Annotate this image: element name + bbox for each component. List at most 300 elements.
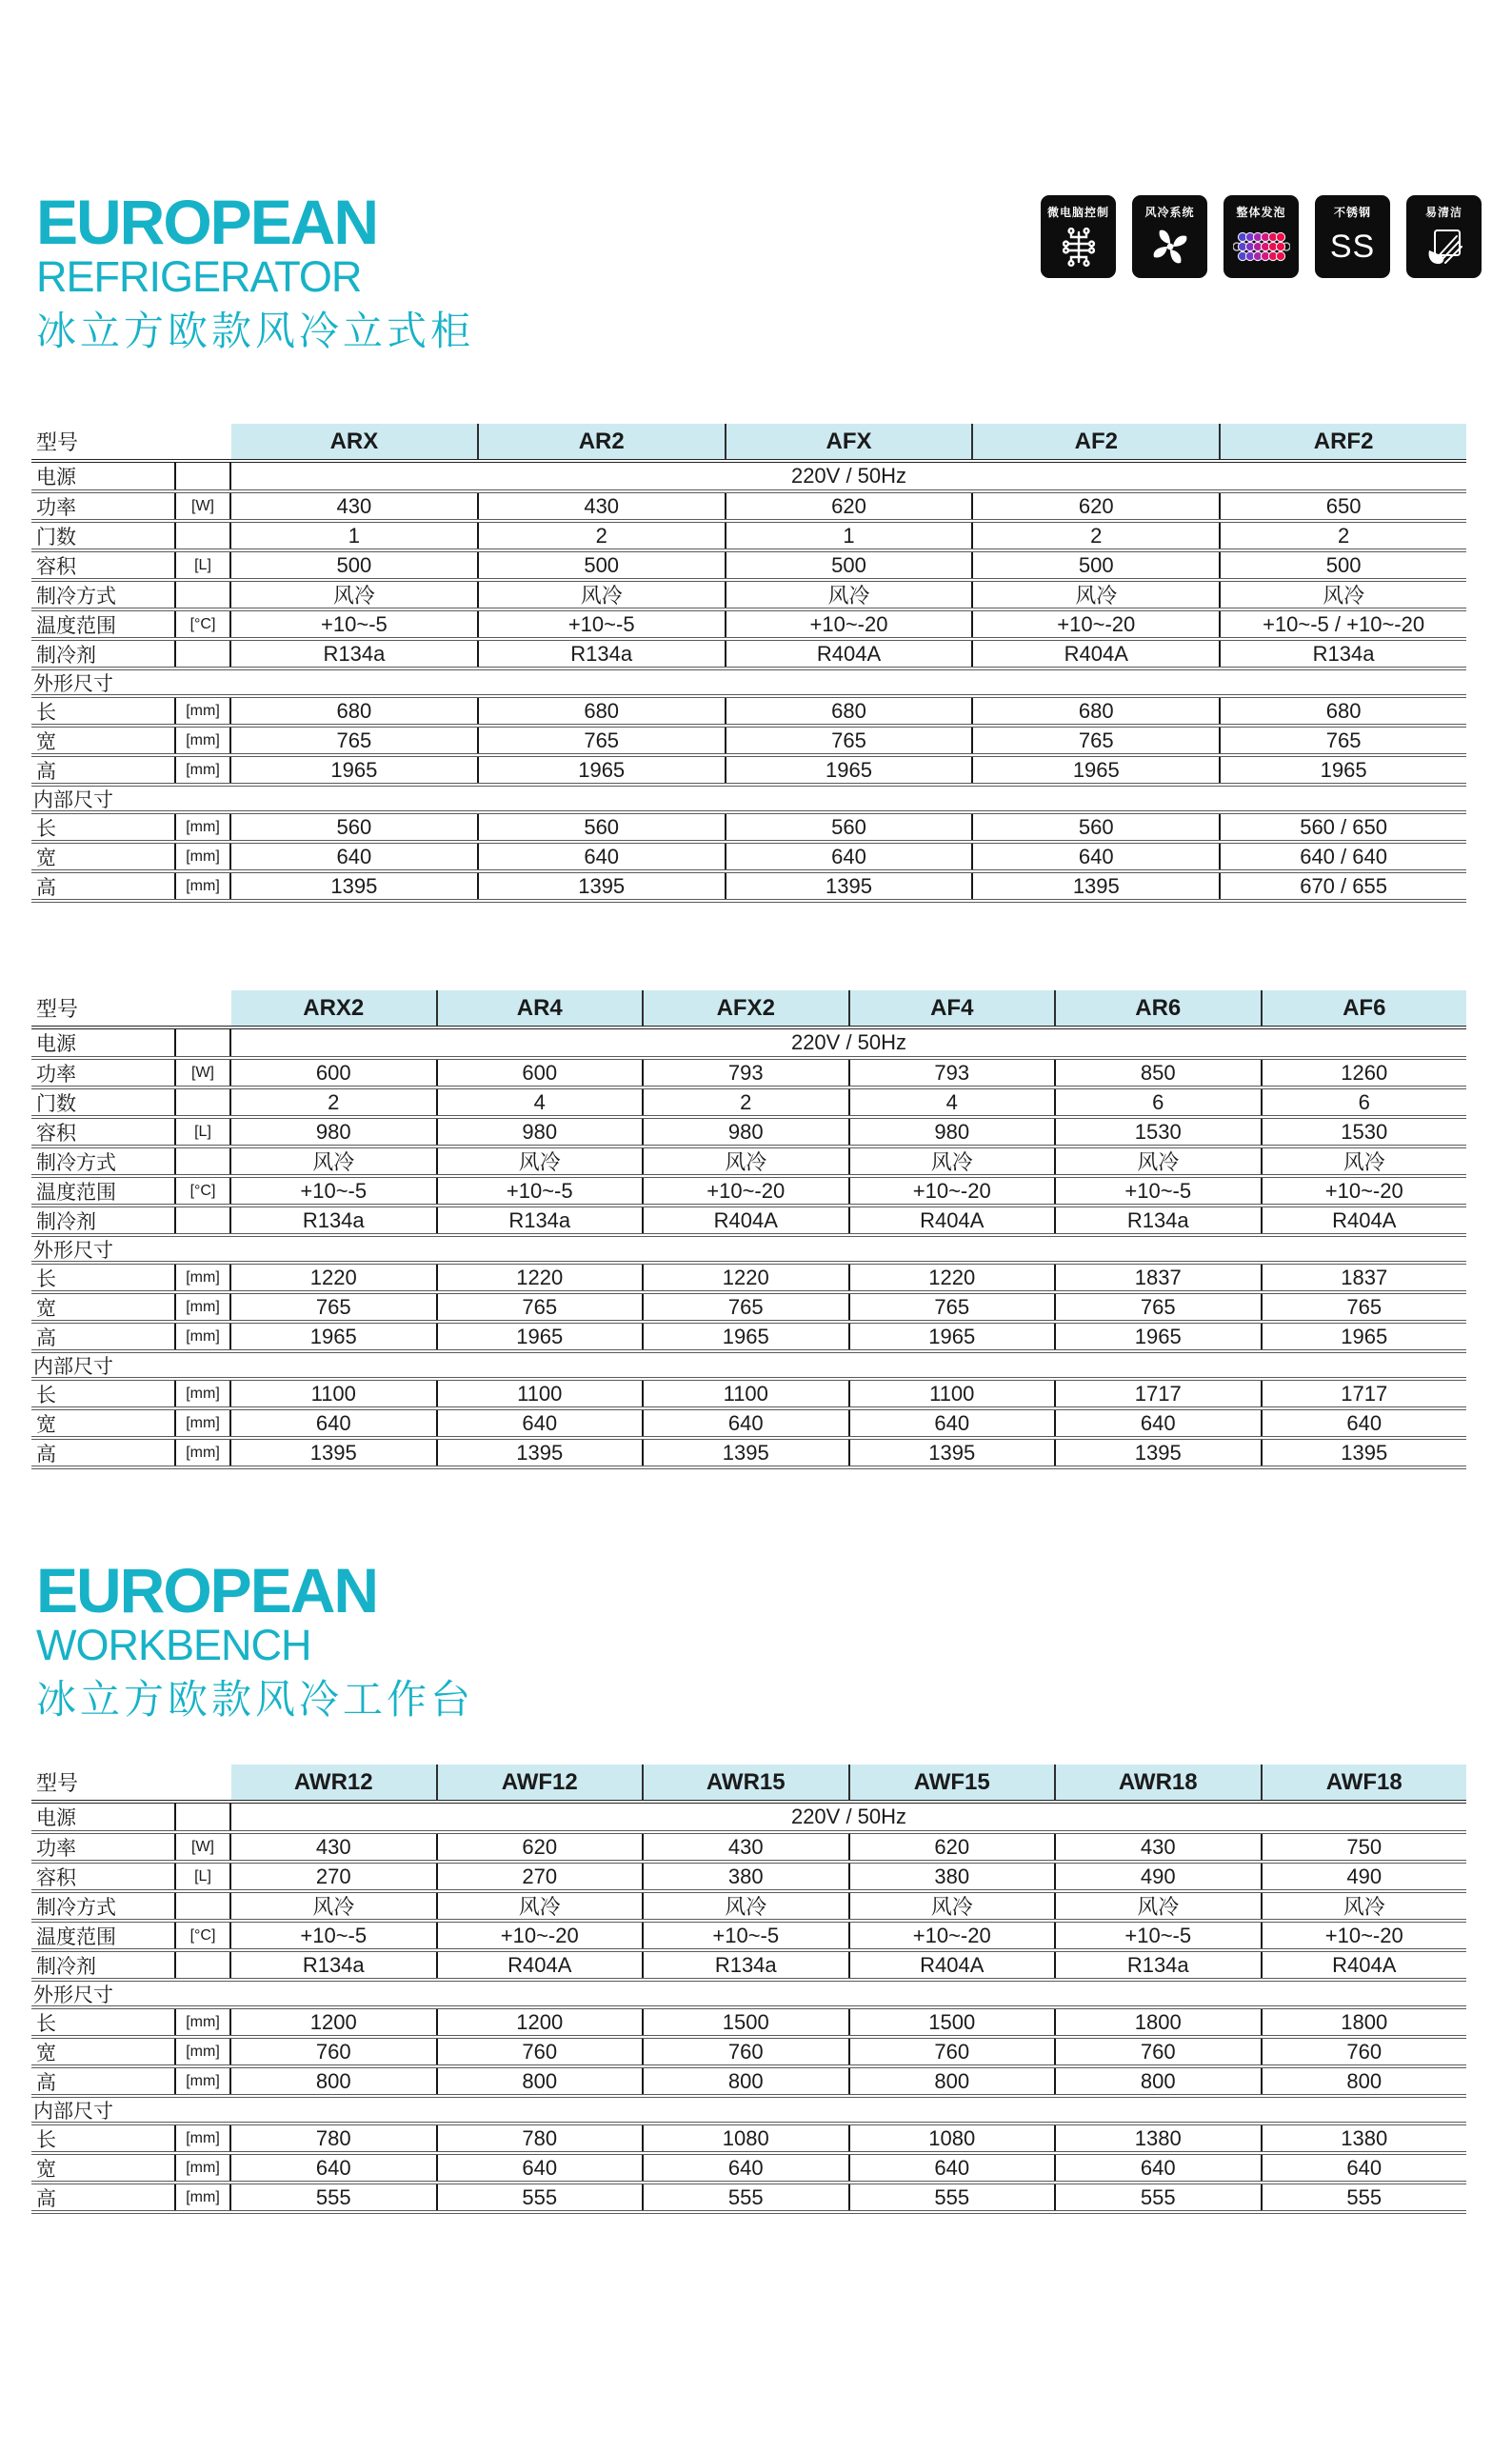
cell-value: 风冷 (1343, 1150, 1385, 1174)
cell-value: 780 (231, 2125, 438, 2151)
cell-value: 270 (438, 1864, 645, 1889)
cell-value: 1080 (850, 2125, 1057, 2151)
table-row (31, 1410, 1466, 1440)
cell-value: 1380 (1056, 2125, 1263, 2151)
cell-value: 640 (644, 1410, 850, 1436)
cell-value: 800 (231, 2068, 438, 2094)
cell-value: 765 (1056, 1294, 1263, 1320)
row-label: 高 (31, 1324, 176, 1349)
model-header-cell: AFX2 (644, 990, 850, 1026)
cell-value: 765 (1325, 728, 1362, 752)
table-row (31, 2009, 1466, 2039)
cell-value: 风冷 (231, 1893, 438, 1919)
table-row (31, 1804, 1466, 1834)
badge-label: 易清洁 (1424, 206, 1462, 219)
cell-value: 1395 (438, 1440, 645, 1466)
cell-value: 555 (1346, 2184, 1383, 2209)
model-header-cell: AF2 (973, 424, 1221, 459)
table-row (31, 873, 1466, 903)
cell-value: 640 (479, 844, 726, 869)
cell-value: 1395 (231, 1440, 438, 1466)
cell-value: 2 (644, 1089, 850, 1115)
table-row (31, 1265, 1466, 1294)
cell-value: 765 (973, 728, 1221, 753)
cell-value: 1965 (1320, 757, 1367, 782)
model-column-label: 型号 (36, 430, 79, 454)
cell-value: 1965 (850, 1324, 1057, 1349)
row-unit: [mm] (176, 1410, 231, 1436)
cell-value: 1965 (726, 757, 974, 783)
cell-value: 980 (850, 1119, 1057, 1145)
cell-value: R134a (231, 641, 479, 667)
row-label: 长 (31, 2125, 176, 2151)
table-row (31, 1294, 1466, 1324)
cell-value: 4 (850, 1089, 1057, 1115)
cell-value: 1837 (1056, 1265, 1263, 1290)
cell-value: 6 (1056, 1089, 1263, 1115)
cell-value: 640 (1056, 1410, 1263, 1436)
integral-foaming-icon (1226, 220, 1296, 272)
table-row (31, 1834, 1466, 1864)
easy-clean-icon (1409, 220, 1479, 272)
table-row (31, 1324, 1466, 1353)
cell-value: 2 (231, 1089, 438, 1115)
cell-value: 760 (644, 2039, 850, 2064)
row-label: 温度范围 (31, 1923, 176, 1948)
cell-value: 1220 (231, 1265, 438, 1290)
cell-value: 1965 (1341, 1324, 1388, 1348)
row-label: 高 (31, 757, 176, 783)
cell-value: 1100 (850, 1381, 1057, 1406)
cell-value: 640 (1346, 1410, 1383, 1435)
row-label: 高 (31, 2184, 176, 2210)
cell-value: 980 (231, 1119, 438, 1145)
model-column-label: 型号 (36, 997, 79, 1021)
cell-value: 风冷 (479, 582, 726, 608)
cell-value: 765 (479, 728, 726, 753)
cell-value: 680 (973, 698, 1221, 724)
cell-value: 风冷 (1056, 1893, 1263, 1919)
cell-value: 800 (850, 2068, 1057, 2094)
row-unit: [mm] (176, 1294, 231, 1320)
cell-value: 风冷 (438, 1148, 645, 1174)
row-label: 制冷方式 (31, 1893, 176, 1919)
badge-stainless-steel (1315, 195, 1390, 278)
row-label: 功率 (31, 1060, 176, 1086)
row-label: 宽 (31, 2039, 176, 2064)
model-header-cell: AWF12 (438, 1765, 645, 1800)
row-label: 电源 (31, 1804, 176, 1830)
cell-value: 风冷 (438, 1893, 645, 1919)
cell-value: 6 (1358, 1089, 1370, 1114)
cell-value: 风冷 (1323, 584, 1365, 608)
cell-value: 430 (231, 493, 479, 519)
row-unit (176, 1952, 231, 1978)
cell-value: 560 (973, 814, 1221, 840)
row-unit (176, 1148, 231, 1174)
row-span-value: 220V / 50Hz (790, 1805, 907, 1828)
cell-value: 1100 (644, 1381, 850, 1406)
cell-value: 1395 (1341, 1440, 1388, 1465)
cell-value: 1220 (438, 1265, 645, 1290)
row-label: 功率 (31, 493, 176, 519)
badge-label: 整体发泡 (1236, 206, 1286, 219)
cell-value: 1395 (1056, 1440, 1263, 1466)
cell-value: 640 (973, 844, 1221, 869)
cell-value: 1500 (644, 2009, 850, 2035)
cell-value: +10~-5 (644, 1923, 850, 1948)
cell-value: R404A (726, 641, 974, 667)
cell-value: +10~-20 (973, 611, 1221, 637)
cell-value: 1965 (231, 757, 479, 783)
cell-value: 640 / 640 (1300, 844, 1387, 868)
table-row (31, 1923, 1466, 1952)
section-row (31, 670, 1466, 698)
refrigerator-section-header (36, 187, 475, 353)
cell-value: 1500 (850, 2009, 1057, 2035)
cell-value: 1 (726, 523, 974, 548)
row-label: 功率 (31, 1834, 176, 1860)
table-row (31, 552, 1466, 582)
row-label: 容积 (31, 1119, 176, 1145)
cell-value: 560 (231, 814, 479, 840)
cell-value: 780 (438, 2125, 645, 2151)
cell-value: +10~-20 (1324, 1923, 1403, 1947)
cell-value: +10~-20 (850, 1178, 1057, 1204)
cell-value: R134a (479, 641, 726, 667)
row-unit: [°C] (176, 611, 231, 637)
cell-value: R404A (1332, 1952, 1397, 1977)
cell-value: 1395 (644, 1440, 850, 1466)
cell-value: 980 (438, 1119, 645, 1145)
cell-value: 640 (1056, 2155, 1263, 2181)
table-row (31, 1089, 1466, 1119)
row-label: 制冷剂 (31, 641, 176, 667)
stainless-steel-icon (1318, 220, 1387, 272)
cell-value: 1965 (1056, 1324, 1263, 1349)
section-row (31, 787, 1466, 814)
cell-value: 800 (644, 2068, 850, 2094)
cell-value: 555 (644, 2184, 850, 2210)
cell-value: 1395 (726, 873, 974, 899)
row-unit: [mm] (176, 1324, 231, 1349)
cell-value: 270 (231, 1864, 438, 1889)
cell-value: 1220 (850, 1265, 1057, 1290)
cell-value: +10~-5 (1056, 1923, 1263, 1948)
section-label: 内部尺寸 (33, 788, 113, 811)
cell-value: 760 (1056, 2039, 1263, 2064)
model-header-cell: AF4 (850, 990, 1057, 1026)
fan-system-icon (1135, 220, 1204, 272)
cell-value: R134a (1056, 1207, 1263, 1233)
table-row (31, 1060, 1466, 1089)
row-unit: [mm] (176, 814, 231, 840)
table-row (31, 1148, 1466, 1178)
cell-value: +10~-20 (438, 1923, 645, 1948)
row-unit: [mm] (176, 1440, 231, 1466)
row-unit: [mm] (176, 844, 231, 869)
section-subtitle-en: REFRIGERATOR (36, 252, 362, 301)
badge-easy-clean (1406, 195, 1482, 278)
cell-value: 800 (438, 2068, 645, 2094)
cell-value: 1965 (231, 1324, 438, 1349)
row-unit: [L] (176, 552, 231, 578)
row-label: 温度范围 (31, 611, 176, 637)
cell-value: 风冷 (973, 582, 1221, 608)
cell-value: 640 (231, 844, 479, 869)
cell-value: R134a (231, 1952, 438, 1978)
table-row (31, 523, 1466, 552)
row-unit (176, 1089, 231, 1115)
cell-value: 765 (726, 728, 974, 753)
cell-value: 380 (644, 1864, 850, 1889)
table-row (31, 1178, 1466, 1207)
model-header-cell: ARF2 (1221, 424, 1466, 459)
section-title-zh: 冰立方欧款风冷工作台 (36, 1677, 475, 1722)
cell-value: 1 (231, 523, 479, 548)
row-unit: [mm] (176, 2009, 231, 2035)
cell-value: 1965 (479, 757, 726, 783)
cell-value: 765 (644, 1294, 850, 1320)
table-row (31, 2184, 1466, 2214)
cell-value: R404A (850, 1207, 1057, 1233)
cell-value: 555 (850, 2184, 1057, 2210)
cell-value: 500 (973, 552, 1221, 578)
cell-value: 1800 (1056, 2009, 1263, 2035)
section-label: 外形尺寸 (33, 1239, 113, 1262)
cell-value: 430 (1056, 1834, 1263, 1860)
row-unit: [L] (176, 1119, 231, 1145)
row-label: 高 (31, 2068, 176, 2094)
cell-value: 1965 (973, 757, 1221, 783)
cell-value: 560 / 650 (1300, 814, 1387, 839)
model-header-cell: AWR12 (231, 1765, 438, 1800)
section-row (31, 1982, 1466, 2009)
cell-value: 680 (231, 698, 479, 724)
model-header-cell: ARX (231, 424, 479, 459)
cell-value: 1717 (1056, 1381, 1263, 1406)
row-unit (176, 641, 231, 667)
cell-value: 风冷 (726, 582, 974, 608)
row-unit: [mm] (176, 2125, 231, 2151)
cell-value: 620 (973, 493, 1221, 519)
row-unit (176, 1029, 231, 1056)
table-row (31, 844, 1466, 873)
row-unit (176, 1804, 231, 1830)
cell-value: 600 (231, 1060, 438, 1086)
cell-value: R134a (1312, 641, 1375, 666)
cell-value: 1100 (231, 1381, 438, 1406)
cell-value: 640 (850, 2155, 1057, 2181)
cell-value: 1395 (850, 1440, 1057, 1466)
cell-value: 555 (1056, 2184, 1263, 2210)
cell-value: 380 (850, 1864, 1057, 1889)
badge-label: 风冷系统 (1144, 206, 1195, 219)
row-unit: [W] (176, 493, 231, 519)
row-label: 门数 (31, 523, 176, 548)
cell-value: 640 (231, 1410, 438, 1436)
row-unit: [mm] (176, 1381, 231, 1406)
model-header-cell: AR4 (438, 990, 645, 1026)
cell-value: 1395 (973, 873, 1221, 899)
badge-integral-foaming (1224, 195, 1299, 278)
cell-value: 风冷 (1343, 1895, 1385, 1919)
section-label: 外形尺寸 (33, 1984, 113, 2006)
table-row (31, 582, 1466, 611)
cell-value: 1260 (1341, 1060, 1388, 1085)
cell-value: 560 (479, 814, 726, 840)
cell-value: 760 (438, 2039, 645, 2064)
row-unit: [mm] (176, 2068, 231, 2094)
row-unit: [W] (176, 1060, 231, 1086)
table-row (31, 1952, 1466, 1982)
cell-value: +10~-5 (479, 611, 726, 637)
row-label: 制冷剂 (31, 1952, 176, 1978)
row-span-value: 220V / 50Hz (790, 464, 907, 488)
cell-value: 1800 (1341, 2009, 1388, 2034)
row-unit: [°C] (176, 1923, 231, 1948)
row-span-value: 220V / 50Hz (790, 1030, 907, 1054)
model-column-label: 型号 (36, 1771, 79, 1795)
table-row (31, 1864, 1466, 1893)
refrigerator-spec-table-1 (31, 424, 1466, 903)
cell-value: 620 (726, 493, 974, 519)
cell-value: +10~-5 / +10~-20 (1263, 611, 1425, 636)
cell-value: 560 (726, 814, 974, 840)
row-label: 宽 (31, 844, 176, 869)
row-unit: [mm] (176, 698, 231, 724)
cell-value: +10~-20 (850, 1923, 1057, 1948)
cell-value: 620 (850, 1834, 1057, 1860)
table-header-row (31, 990, 1466, 1029)
cell-value: 640 (438, 1410, 645, 1436)
refrigerator-spec-table-2 (31, 990, 1466, 1469)
row-unit (176, 463, 231, 489)
cell-value: 750 (1346, 1834, 1383, 1859)
cell-value: 风冷 (644, 1148, 850, 1174)
cell-value: 680 (1325, 698, 1362, 723)
table-row (31, 2155, 1466, 2184)
row-unit (176, 582, 231, 608)
cell-value: 430 (644, 1834, 850, 1860)
row-label: 宽 (31, 728, 176, 753)
cell-value: 765 (231, 728, 479, 753)
badge-label: 不锈钢 (1333, 206, 1371, 219)
cell-value: 500 (479, 552, 726, 578)
table-row (31, 493, 1466, 523)
section-row (31, 1237, 1466, 1265)
row-label: 长 (31, 1381, 176, 1406)
cell-value: 1395 (479, 873, 726, 899)
row-unit: [mm] (176, 1265, 231, 1290)
row-label: 长 (31, 814, 176, 840)
cell-value: 760 (1346, 2039, 1383, 2064)
workbench-section-header (36, 1555, 475, 1722)
cell-value: +10~-20 (726, 611, 974, 637)
cell-value: +10~-5 (231, 611, 479, 637)
cell-value: +10~-20 (1324, 1178, 1403, 1203)
table-row (31, 611, 1466, 641)
cell-value: 760 (231, 2039, 438, 2064)
cell-value: 500 (231, 552, 479, 578)
row-unit: [mm] (176, 873, 231, 899)
cell-value: +10~-20 (644, 1178, 850, 1204)
row-label: 长 (31, 698, 176, 724)
cell-value: 793 (644, 1060, 850, 1086)
cell-value: 620 (438, 1834, 645, 1860)
cell-value: 2 (479, 523, 726, 548)
section-title-zh: 冰立方欧款风冷立式柜 (36, 309, 475, 353)
table-row (31, 1207, 1466, 1237)
model-header-cell: AWF18 (1263, 1765, 1467, 1800)
table-row (31, 1893, 1466, 1923)
cell-value: 793 (850, 1060, 1057, 1086)
cell-value: 490 (1056, 1864, 1263, 1889)
cell-value: 850 (1056, 1060, 1263, 1086)
cell-value: R404A (850, 1952, 1057, 1978)
cell-value: 1530 (1056, 1119, 1263, 1145)
cell-value: 640 (438, 2155, 645, 2181)
cell-value: 800 (1346, 2068, 1383, 2093)
table-row (31, 728, 1466, 757)
cell-value: 1530 (1341, 1119, 1388, 1144)
row-label: 制冷剂 (31, 1207, 176, 1233)
row-label: 门数 (31, 1089, 176, 1115)
cell-value: 555 (438, 2184, 645, 2210)
cell-value: 765 (850, 1294, 1057, 1320)
row-label: 温度范围 (31, 1178, 176, 1204)
model-header-cell: AR2 (479, 424, 726, 459)
row-label: 电源 (31, 463, 176, 489)
cell-value: 风冷 (1056, 1148, 1263, 1174)
feature-badges (1041, 195, 1482, 278)
model-header-cell: ARX2 (231, 990, 438, 1026)
row-unit: [°C] (176, 1178, 231, 1204)
cell-value: 430 (479, 493, 726, 519)
cell-value: 680 (726, 698, 974, 724)
row-label: 长 (31, 1265, 176, 1290)
cell-value: 1837 (1341, 1265, 1388, 1289)
cell-value: R404A (644, 1207, 850, 1233)
cell-value: 765 (1346, 1294, 1383, 1319)
cell-value: 风冷 (850, 1893, 1057, 1919)
cell-value: 800 (1056, 2068, 1263, 2094)
cell-value: R134a (1056, 1952, 1263, 1978)
cell-value: 风冷 (850, 1148, 1057, 1174)
cell-value: 2 (1337, 523, 1350, 548)
table-header-row (31, 1765, 1466, 1804)
row-label: 制冷方式 (31, 582, 176, 608)
row-label: 高 (31, 1440, 176, 1466)
row-label: 宽 (31, 1410, 176, 1436)
cell-value: 1220 (644, 1265, 850, 1290)
model-header-cell: AWR18 (1056, 1765, 1263, 1800)
table-row (31, 698, 1466, 728)
table-row (31, 463, 1466, 493)
row-label: 宽 (31, 1294, 176, 1320)
section-subtitle-en: WORKBENCH (36, 1621, 311, 1669)
row-unit: [mm] (176, 2184, 231, 2210)
cell-value: 640 (1346, 2155, 1383, 2180)
cell-value: +10~-5 (231, 1923, 438, 1948)
microcomputer-control-icon (1044, 220, 1113, 272)
cell-value: 980 (644, 1119, 850, 1145)
table-row (31, 757, 1466, 787)
table-row (31, 2068, 1466, 2098)
cell-value: 640 (850, 1410, 1057, 1436)
cell-value: 640 (726, 844, 974, 869)
row-unit: [mm] (176, 2155, 231, 2181)
